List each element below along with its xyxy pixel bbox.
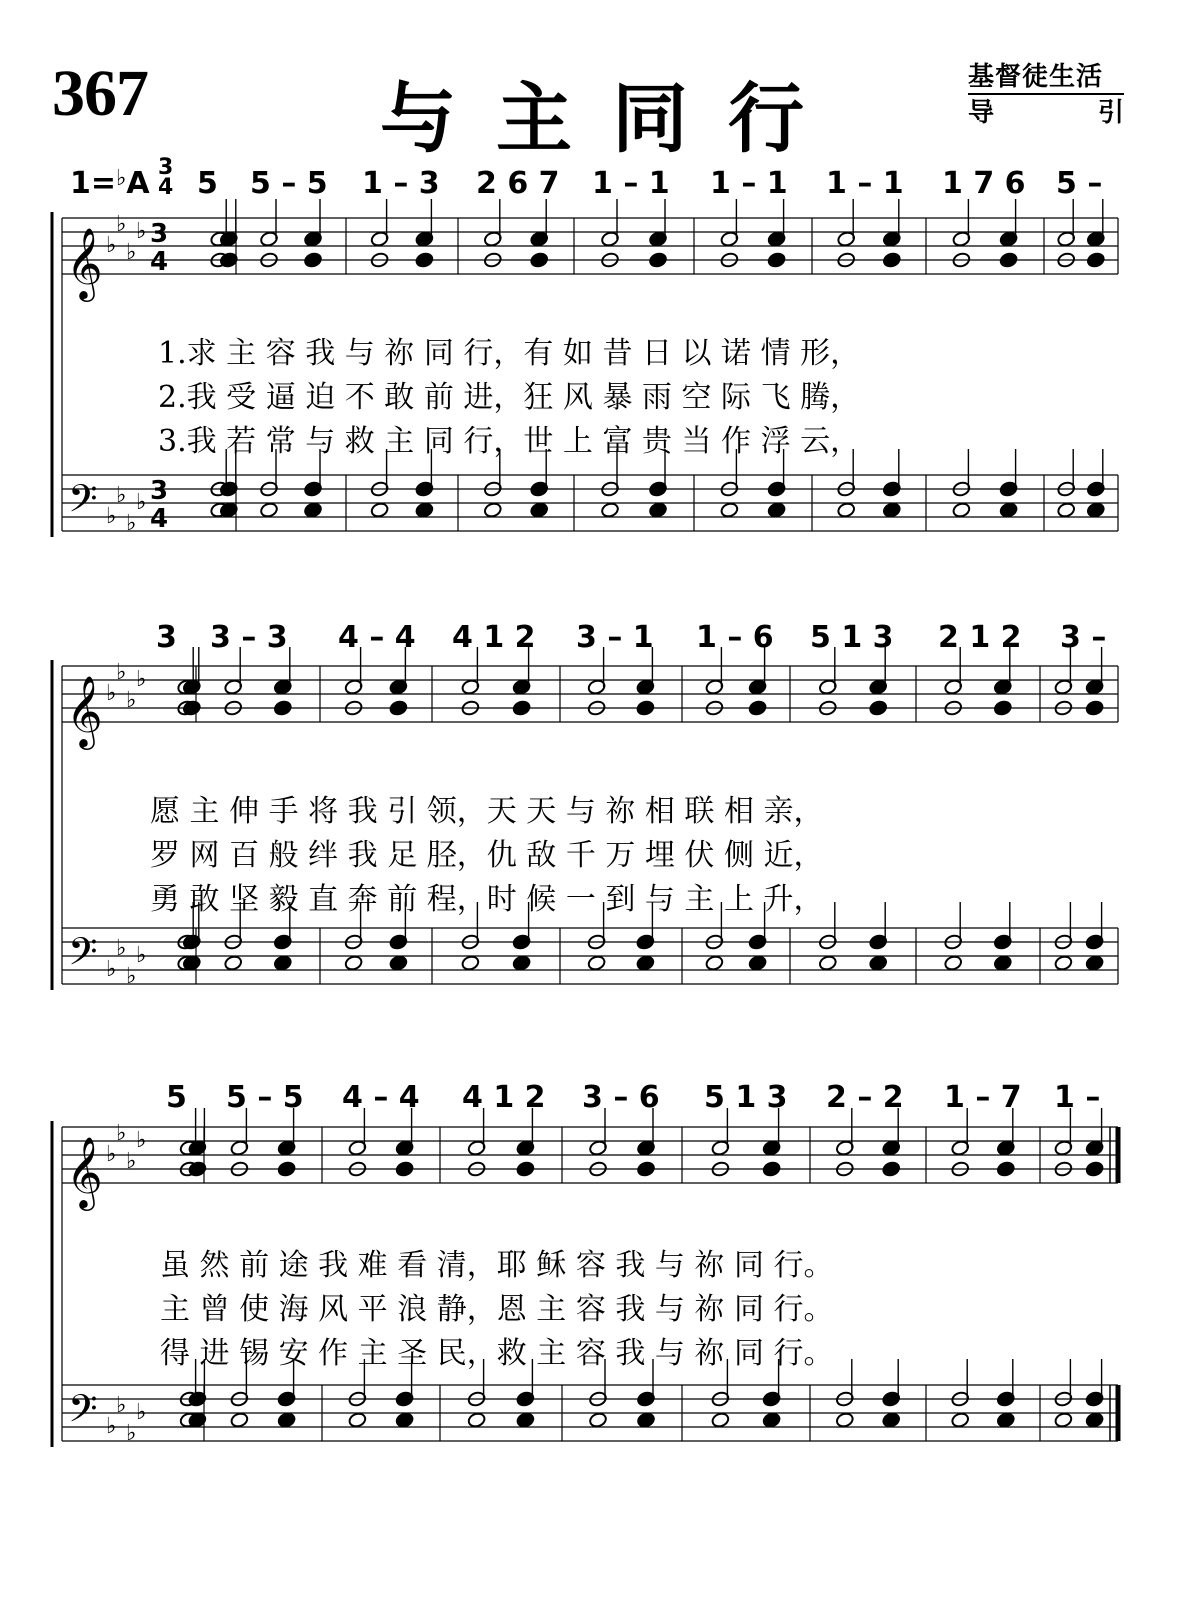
notehead [882,502,901,519]
lyric-verse-3: 3.我 若 常 与 救 主 同 行，世 上 富 贵 当 作 浮 云， [158,424,861,459]
jianpu-measure: 2 1 2 [938,620,1022,655]
notehead [748,955,767,972]
jianpu-measure: 5 [166,1080,187,1115]
staff-time-signature: 4 [150,247,169,277]
notehead [415,252,434,269]
jianpu-measure: 3 [156,620,177,655]
jianpu-measure: 5 – 5 [250,166,328,201]
notehead [224,955,243,972]
jianpu-measure: 3 – 6 [582,1080,660,1115]
jianpu-measure: 4 – 4 [338,620,416,655]
flat-icon: ♭ [106,1142,117,1167]
flat-icon: ♭ [116,660,127,685]
lyric-verse-2: 罗 网 百 般 绊 我 足 胫，仇 敌 千 万 埋 伏 侧 近， [150,838,824,873]
notehead [999,252,1018,269]
lyric-verse-2: 2.我 受 逼 迫 不 敢 前 进，狂 风 暴 雨 空 际 飞 腾， [158,380,861,415]
lyric-verse-2: 主 曾 使 海 风 平 浪 静，恩 主 容 我 与 祢 同 行。 [160,1292,834,1327]
subcategory-left: 导 [968,98,995,128]
flat-icon: ♭ [126,1421,137,1446]
lyric-verse-3: 勇 敢 坚 毅 直 奔 前 程，时 候 一 到 与 主 上 升， [150,882,824,917]
notehead [389,955,408,972]
flat-icon: ♭ [136,219,147,244]
flat-icon: ♭ [106,681,117,706]
notehead [259,502,278,519]
flat-icon: ♭ [136,943,147,968]
notehead [1085,1412,1104,1429]
jianpu-line-3 [0,1080,1200,1120]
notehead [461,955,480,972]
jianpu-measure: 4 – 4 [342,1080,420,1115]
notehead [512,700,531,717]
jianpu-measure: 5 – 5 [226,1080,304,1115]
flat-icon: ♭ [106,957,117,982]
notehead [636,700,655,717]
jianpu-measure: 5 1 3 [810,620,894,655]
jianpu-measure: 3 – 1 [576,620,654,655]
notehead [370,502,389,519]
notehead [1085,1161,1104,1178]
notehead [944,955,963,972]
treble-clef-icon: 𝄞 [66,1135,103,1208]
treble-clef-icon: 𝄞 [66,674,103,747]
jianpu-measure: 4 1 2 [462,1080,546,1115]
hymn-title: 与主同行 [380,74,844,163]
flat-icon: ♭ [136,1128,147,1153]
notehead [720,502,739,519]
bass-clef-icon: 𝄢 [68,476,98,530]
notehead [1085,955,1104,972]
notehead [348,1412,367,1429]
notehead [748,700,767,717]
jianpu-measure: 1 – 6 [696,620,774,655]
flat-icon: ♭ [136,490,147,515]
bass-clef-icon: 𝄢 [68,1386,98,1440]
key-signature: 1=♭A [70,166,150,201]
notehead [600,502,619,519]
notehead [711,1412,730,1429]
notehead [415,502,434,519]
hymn-category: 基督徒生活 [968,56,1124,95]
notehead [705,955,724,972]
notehead [767,252,786,269]
staff-time-signature: 3 [150,219,169,249]
notehead [996,1161,1015,1178]
bass-clef-icon: 𝄢 [68,929,98,983]
flat-icon: ♭ [116,212,127,237]
notehead [1085,700,1104,717]
notehead [395,1412,414,1429]
flat-icon: ♭ [126,240,137,265]
notehead [993,700,1012,717]
flat-icon: ♭ [126,964,137,989]
notehead [993,955,1012,972]
notehead [648,502,667,519]
jianpu-line-2 [0,620,1200,660]
jianpu-measure: 1 – 3 [362,166,440,201]
notehead [869,955,888,972]
notehead [273,955,292,972]
notehead [277,1412,296,1429]
notehead [837,502,856,519]
flat-icon: ♭ [126,1149,137,1174]
flat-icon: ♭ [126,688,137,713]
notehead [636,1161,655,1178]
notehead [762,1412,781,1429]
jianpu-measure: 2 – 2 [826,1080,904,1115]
notehead [1057,502,1076,519]
treble-clef-icon: 𝄞 [66,226,103,299]
time-signature: 3 4 [158,155,174,200]
notehead [818,955,837,972]
notehead [882,1412,901,1429]
flat-icon: ♭ [106,504,117,529]
notehead [344,955,363,972]
flat-icon: ♭ [106,1414,117,1439]
notehead [467,1412,486,1429]
notehead [1086,502,1105,519]
notehead [588,1412,607,1429]
notehead [530,252,549,269]
notehead [277,1161,296,1178]
notehead [835,1412,854,1429]
jianpu-line-1 [0,155,1200,206]
jianpu-measure: 1 7 6 [942,166,1026,201]
notehead [999,502,1018,519]
notehead [516,1161,535,1178]
subcategory-right: 引 [1097,98,1124,128]
notehead [951,1412,970,1429]
notehead [762,1161,781,1178]
flat-icon: ♭ [126,511,137,536]
lyric-verse-1: 虽 然 前 途 我 难 看 清，耶 稣 容 我 与 祢 同 行。 [160,1248,834,1283]
notehead [389,700,408,717]
notehead [512,955,531,972]
notehead [303,252,322,269]
notehead [587,955,606,972]
notehead [767,502,786,519]
notehead [273,700,292,717]
jianpu-measure: 1 – 1 [826,166,904,201]
notehead [636,955,655,972]
notehead [483,502,502,519]
notehead [648,252,667,269]
notehead [1054,1412,1073,1429]
jianpu-measure: 3 – [1060,620,1107,655]
notehead [952,502,971,519]
notehead [530,502,549,519]
jianpu-measure: 5 – [1056,166,1103,201]
notehead [882,1161,901,1178]
flat-icon: ♭ [136,667,147,692]
jianpu-measure: 4 1 2 [452,620,536,655]
lyric-verse-3: 得 进 锡 安 作 主 圣 民，救 主 容 我 与 祢 同 行。 [160,1336,834,1371]
notehead [395,1161,414,1178]
notehead [882,252,901,269]
staff-time-signature: 3 [150,476,169,506]
notehead [1086,252,1105,269]
notehead [636,1412,655,1429]
jianpu-measure: 1 – 1 [710,166,788,201]
notehead [516,1412,535,1429]
jianpu-measure: 1 – [1054,1080,1101,1115]
flat-icon: ♭ [136,1400,147,1425]
flat-icon: ♭ [106,233,117,258]
jianpu-measure: 1 – 1 [592,166,670,201]
notehead [303,502,322,519]
flat-icon: ♭ [116,483,127,508]
notehead [996,1412,1015,1429]
jianpu-measure: 3 – 3 [210,620,288,655]
flat-icon: ♭ [116,1393,127,1418]
lyric-verse-1: 1.求 主 容 我 与 祢 同 行，有 如 昔 日 以 诺 情 形， [158,336,861,371]
notehead [230,1412,249,1429]
lyric-verse-1: 愿 主 伸 手 将 我 引 领，天 天 与 祢 相 联 相 亲， [150,794,824,829]
flat-icon: ♭ [116,1121,127,1146]
jianpu-measure: 1 – 7 [944,1080,1022,1115]
jianpu-measure: 5 [197,166,218,201]
staff-time-signature: 4 [150,504,169,534]
notehead [869,700,888,717]
hymn-number: 367 [52,57,148,130]
jianpu-measure: 2 6 7 [476,166,560,201]
jianpu-measure: 5 1 3 [704,1080,788,1115]
notehead [1054,955,1073,972]
flat-icon: ♭ [116,936,127,961]
